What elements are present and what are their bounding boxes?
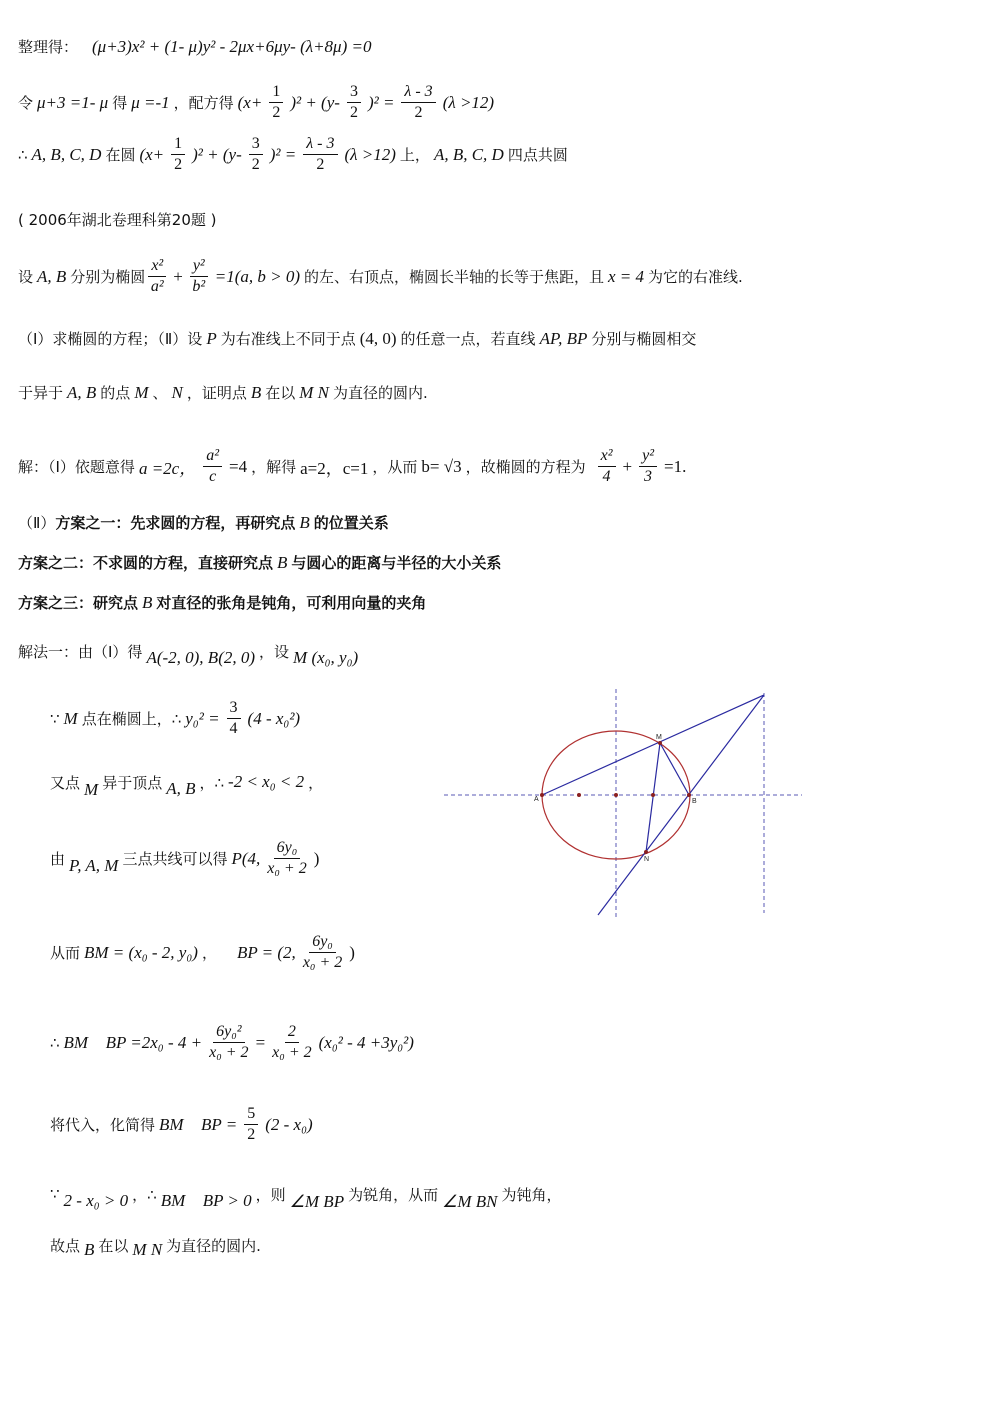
math: = xyxy=(255,1032,266,1052)
text: 上， xyxy=(399,146,430,164)
text: 从而 xyxy=(50,944,81,962)
math: AP, BP xyxy=(539,328,588,348)
text: 为直径的圆内. xyxy=(166,1236,261,1255)
math: M xyxy=(84,780,99,799)
text: ，则 xyxy=(255,1185,286,1204)
question-line-2 xyxy=(18,328,696,349)
text: （Ⅰ）求椭圆的方程；（Ⅱ）设 xyxy=(18,330,203,348)
text: 为钝角， xyxy=(501,1185,562,1204)
step-8 xyxy=(50,1230,261,1260)
text: 异于顶点 xyxy=(102,773,163,792)
math: BM ⃞BP = xyxy=(159,1114,238,1134)
math: )² + (y- xyxy=(192,144,242,164)
math: μ =-1 xyxy=(131,92,170,112)
source-text: ( 2006年湖北卷理科第20题 ) xyxy=(18,211,217,229)
text: 为它的右准线. xyxy=(648,268,743,286)
fraction: $\frac{5}{2}$ xyxy=(244,1104,258,1145)
text: 为锐角，从而 xyxy=(348,1185,439,1204)
math: B xyxy=(299,512,310,532)
fraction: x² 4 xyxy=(598,446,616,487)
fraction: $\frac{\text{y²}}{\text{b²}}$ xyxy=(190,256,208,297)
math: -2 < x₀ < 2 xyxy=(228,772,305,791)
math: M N xyxy=(299,382,330,402)
fraction: 6y₀ x₀ + 2 xyxy=(267,839,307,877)
line-equation-3 xyxy=(18,134,568,175)
math: N xyxy=(171,382,183,402)
math: BP = (2, xyxy=(236,942,296,962)
math: ) xyxy=(349,942,355,962)
question-line-3 xyxy=(18,382,428,403)
text: 又点 xyxy=(50,773,81,792)
fraction: 3 2 xyxy=(347,82,361,123)
text: 在以 xyxy=(265,384,296,402)
ellipse-figure xyxy=(440,685,810,925)
text: 的任意一点，若直线 xyxy=(400,330,536,348)
text: ，证明点 xyxy=(186,384,247,402)
fraction: $\frac{\text{a²}}{c}$ xyxy=(203,446,222,487)
text: 四点共圆 xyxy=(507,146,568,164)
math: A, B, C, D xyxy=(433,144,504,164)
label-M: M xyxy=(656,734,662,741)
text: 设 xyxy=(18,268,34,286)
text: 与圆心的距离与半径的大小关系 xyxy=(291,554,502,572)
text: ，配方得 xyxy=(173,94,234,112)
text: 分别与椭圆相交 xyxy=(591,330,697,348)
line-BP xyxy=(598,695,764,915)
math: A, B xyxy=(166,779,196,798)
math: B xyxy=(277,552,288,572)
math: (4 - x₀²) xyxy=(247,708,301,728)
math: =1. xyxy=(664,456,687,476)
text: ，解得 xyxy=(251,458,297,476)
text: 由 xyxy=(50,850,66,868)
math: BM ⃞BP =2x₀ - 4 + xyxy=(63,1032,203,1052)
math: =1(a, b > 0) xyxy=(214,266,300,286)
question-line-1 xyxy=(18,256,743,297)
math: x = 4 xyxy=(608,266,645,286)
text: ，设 xyxy=(259,642,290,661)
step-4 xyxy=(50,932,359,973)
math: (x+ xyxy=(237,92,263,112)
step-6 xyxy=(50,1104,317,1145)
math: =4 xyxy=(229,456,248,476)
fraction: $\frac{\lambda - 3}{2}$ xyxy=(401,82,435,123)
math: )² = xyxy=(269,144,297,164)
text: 方案之二：不求圆的方程，直接研究点 xyxy=(18,554,274,572)
math: b= √3 xyxy=(421,456,462,476)
math: M N xyxy=(132,1240,163,1259)
math: A, B, C, D xyxy=(31,144,102,164)
therefore: ∴ xyxy=(18,145,28,164)
plan-3 xyxy=(18,592,426,613)
math: + xyxy=(173,266,183,286)
text: ，∴ xyxy=(132,1185,157,1204)
fraction: $\frac{\text{6y₀²}}{\text{x₀ + 2}}$ xyxy=(209,1023,249,1061)
plan-1 xyxy=(18,512,389,533)
math: P(4, xyxy=(231,848,261,868)
fraction: $\frac{3}{4}$ xyxy=(227,698,241,739)
text: 分别为椭圆 xyxy=(70,268,146,286)
text: 在圆 xyxy=(105,146,136,164)
text: 解法一：由（Ⅰ）得 xyxy=(18,642,143,661)
because: ∵ xyxy=(50,1185,60,1203)
math: )² = xyxy=(367,92,395,112)
math: 2 - x₀ > 0 xyxy=(63,1191,129,1210)
math: A(-2, 0), B(2, 0) xyxy=(146,648,256,667)
fraction: 6y₀ x₀ + 2 xyxy=(302,933,343,971)
text: 三点共线可以得 xyxy=(122,850,228,868)
text: （Ⅱ） xyxy=(18,514,56,532)
step-3 xyxy=(50,838,323,879)
math: B xyxy=(84,1240,95,1259)
segment-MB xyxy=(660,743,689,795)
because: ∵ xyxy=(50,709,60,728)
plan-2 xyxy=(18,552,501,573)
fraction: $\frac{1}{2}$ xyxy=(171,134,185,175)
text: ，∴ xyxy=(199,773,225,792)
label-N: N xyxy=(644,856,650,863)
fraction: $\frac{\lambda - 3}{2}$ xyxy=(303,134,337,175)
text: 方案之一：先求圆的方程，再研究点 xyxy=(55,514,296,532)
step-2 xyxy=(50,764,323,800)
text: 的位置关系 xyxy=(313,514,389,532)
text: 故点 xyxy=(50,1236,81,1255)
math: A, B xyxy=(67,382,97,402)
math: A, B xyxy=(37,266,67,286)
math: (x₀² - 4 +3y₀²) xyxy=(318,1032,414,1052)
label-A: A xyxy=(534,796,539,803)
text: 于异于 xyxy=(18,384,64,402)
text: 在以 xyxy=(98,1236,129,1255)
math: (2 - x₀) xyxy=(265,1114,313,1134)
text: 、 xyxy=(152,384,168,402)
text: 得 xyxy=(112,94,128,112)
math: BM ⃞BP > 0 xyxy=(160,1191,252,1210)
math: )² + (y- xyxy=(290,92,340,112)
math: a =2c， xyxy=(138,459,197,478)
math: + xyxy=(622,456,633,476)
text: ， xyxy=(201,944,217,962)
text: 的左、右顶点，椭圆长半轴的长等于焦距，且 xyxy=(303,268,604,286)
fraction: 3 2 xyxy=(249,134,263,175)
fraction: $\frac{\text{y²}}{3}$ xyxy=(639,446,657,487)
text: 为右准线上不同于点 xyxy=(220,330,356,348)
text: ， xyxy=(308,773,324,792)
label-B: B xyxy=(692,798,697,805)
math: (4, 0) xyxy=(359,328,397,348)
text: 点在椭圆上，∴ xyxy=(81,710,182,728)
solution-part-1 xyxy=(18,446,690,487)
label: 整理得： xyxy=(18,38,79,56)
math: ∠M BN xyxy=(442,1192,498,1211)
fraction: $\frac{2}{\text{x₀ + 2}}$ xyxy=(272,1023,312,1061)
text: 将代入，化简得 xyxy=(50,1116,156,1134)
text: 方案之三：研究点 xyxy=(18,594,139,612)
step-1 xyxy=(50,698,304,739)
line-equation-1 xyxy=(18,36,375,57)
math: P, A, M xyxy=(69,855,119,875)
text: 令 xyxy=(18,94,34,112)
line-AP xyxy=(542,695,764,795)
fraction: $\frac{1}{2}$ xyxy=(269,82,283,123)
math: M (x₀, y₀) xyxy=(293,648,359,667)
text: 的点 xyxy=(100,384,131,402)
math: B xyxy=(142,592,153,612)
math: BM = (x₀ - 2, y₀) xyxy=(84,942,198,962)
text: 解：（Ⅰ）依题意得 xyxy=(18,458,135,476)
math: ∠M BP xyxy=(289,1192,345,1211)
math: (λ >12) xyxy=(442,92,495,112)
problem-source xyxy=(18,209,217,230)
math: M xyxy=(134,382,149,402)
text: 为直径的圆内. xyxy=(333,384,428,402)
equation: (μ+3)x² + (1- μ)y² - 2μx+6μy- (λ+8μ) =0 xyxy=(92,36,372,56)
math: (λ >12) xyxy=(344,144,396,164)
fraction: x² a² xyxy=(148,256,166,297)
math: P xyxy=(206,328,217,348)
math: a=2，c=1 xyxy=(300,459,369,478)
therefore: ∴ xyxy=(50,1033,60,1052)
math: (x+ xyxy=(139,144,165,164)
text: 对直径的张角是钝角，可利用向量的夹角 xyxy=(156,594,427,612)
step-7 xyxy=(50,1176,561,1212)
math: M xyxy=(63,708,78,728)
math: B xyxy=(250,382,262,402)
step-5 xyxy=(50,1022,418,1063)
math: y₀² = xyxy=(185,708,220,728)
math: μ+3 =1- μ xyxy=(37,92,109,112)
math: ) xyxy=(313,848,320,868)
text: ，从而 xyxy=(372,458,418,476)
text: ，故椭圆的方程为 xyxy=(465,458,586,476)
line-equation-2 xyxy=(18,82,498,123)
method-1-intro xyxy=(18,634,362,668)
